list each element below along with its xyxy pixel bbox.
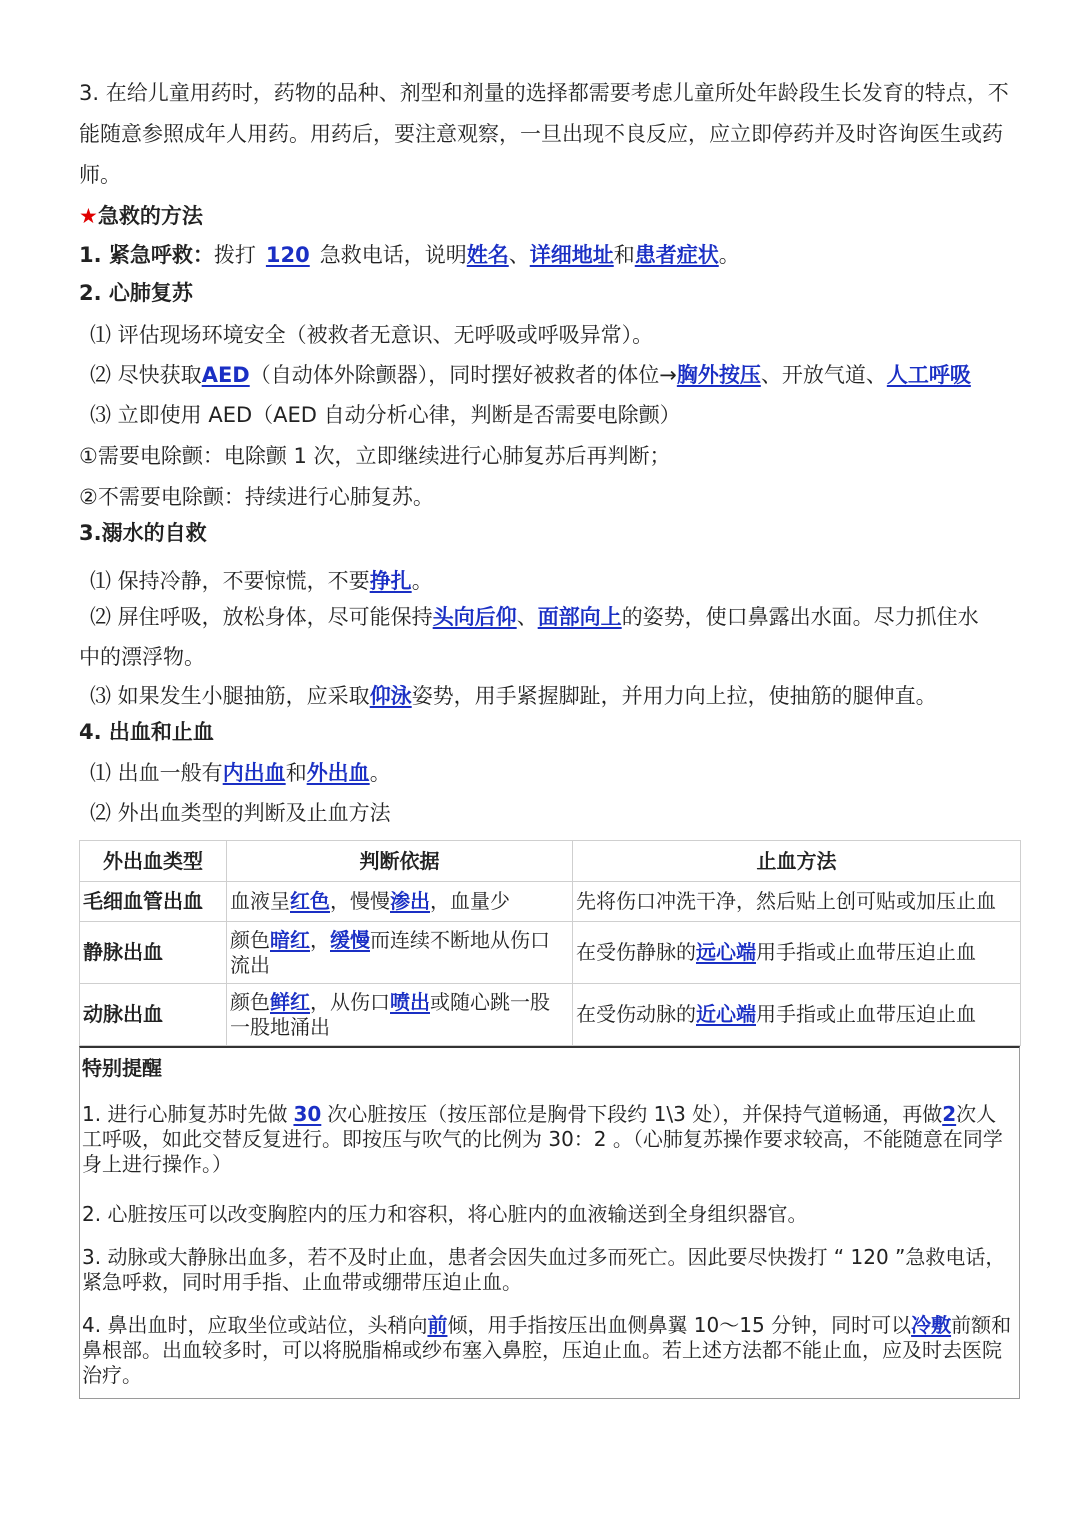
bleed-method	[573, 984, 1021, 1046]
drowning-item-1	[90, 566, 433, 596]
text: 在受伤静脉的	[576, 940, 696, 964]
answer-blank: 外出血	[306, 761, 370, 785]
bleed-judgement	[227, 922, 573, 984]
cpr-item-1: ⑴ 评估现场环境安全（被救者无意识、无呼吸或呼吸异常）。	[90, 323, 654, 347]
bleed-method: 先将伤口冲洗干净，然后贴上创可贴或加压止血	[573, 882, 1021, 922]
reminder-3: 3. 动脉或大静脉出血多，若不及时止血，患者会因失血过多而死亡。因此要尽快拨打 “ 120 ”急救电话，紧急呼救，同时用手指、止血带或绷带压迫止血。	[82, 1245, 1006, 1294]
bleeding-title: 4. 出血和止血	[79, 720, 214, 744]
answer-blank: 冷敷	[911, 1313, 952, 1337]
text: ，从伤口	[310, 989, 390, 1014]
bleed-method	[573, 922, 1021, 984]
answer-blank: 远心端	[696, 940, 756, 964]
answer-blank: 面部向上	[537, 605, 622, 629]
text: 倾，用手指按压出血侧鼻翼 10～15 分钟，同时可以	[447, 1313, 912, 1337]
table-header: 判断依据	[227, 841, 573, 882]
table-row	[80, 882, 1021, 922]
star-icon: ★	[79, 204, 98, 228]
text: ⑵ 尽快获取	[90, 363, 202, 387]
answer-blank: 2	[942, 1102, 957, 1126]
text: 1. 进行心肺复苏时先做	[82, 1102, 288, 1126]
drowning-item-3	[90, 681, 937, 711]
cpr-note-2: ②不需要电除颤：持续进行心肺复苏。	[79, 485, 434, 509]
text: 。	[718, 243, 740, 267]
bleeding-table	[79, 840, 1021, 1046]
text: 。	[369, 761, 391, 785]
text: 和	[613, 243, 635, 267]
text: ，	[310, 927, 330, 952]
text: 。	[411, 569, 433, 593]
table-header-row	[80, 841, 1021, 882]
drowning-item-2-cont: 中的漂浮物。	[79, 645, 205, 669]
bleed-type: 毛细血管出血	[80, 882, 227, 922]
text: 前额和鼻根部。出血较多时，可以将脱脂棉或纱布塞入鼻腔，压迫止血。若上述方法都不能止血，应及时去医院治疗。	[82, 1313, 1012, 1387]
text: 姿势，用手紧握脚趾，并用力向上拉，使抽筋的腿伸直。	[411, 684, 937, 708]
answer-blank: 渗出	[390, 889, 430, 913]
drowning-title: 3.溺水的自救	[79, 521, 207, 545]
text: 和	[285, 761, 307, 785]
reminder-4	[82, 1313, 1015, 1388]
reminder-title: 特别提醒	[82, 1056, 162, 1080]
answer-blank: 120	[265, 243, 310, 267]
answer-blank: 喷出	[390, 989, 430, 1014]
section-title-text: 急救的方法	[97, 204, 203, 228]
drowning-item-2	[90, 602, 979, 632]
text: 4. 鼻出血时，应取坐位或站位，头稍向	[82, 1313, 428, 1337]
answer-blank: 详细地址	[529, 243, 614, 267]
text: 拨打	[213, 243, 256, 267]
answer-blank: 内出血	[222, 761, 286, 785]
bleeding-item-2: ⑵ 外出血类型的判断及止血方法	[90, 801, 391, 825]
intro-line-1: 3. 在给儿童用药时，药物的品种、剂型和剂量的选择都需要考虑儿童所处年龄段生长发育的特点，不	[79, 81, 1009, 105]
reminder-1	[82, 1102, 1015, 1177]
answer-blank: 缓慢	[330, 927, 370, 952]
answer-blank: 患者症状	[634, 243, 719, 267]
text: 而连续不断地从伤口流出	[230, 927, 550, 977]
text: 用手指或止血带压迫止血	[756, 1002, 976, 1026]
text: ，慢慢	[330, 889, 390, 913]
answer-blank: 挣扎	[369, 569, 412, 593]
answer-blank: 人工呼吸	[886, 363, 971, 387]
cpr-item-3: ⑶ 立即使用 AED（AED 自动分析心律，判断是否需要电除颤）	[90, 403, 681, 427]
text: 急救电话，说明	[319, 243, 467, 267]
text: ⑴ 出血一般有	[90, 761, 223, 785]
answer-blank: 姓名	[466, 243, 509, 267]
item-emergency-call	[79, 240, 740, 270]
table-header: 止血方法	[573, 841, 1021, 882]
cpr-note-1: ①需要电除颤：电除颤 1 次，立即继续进行心肺复苏后再判断；	[79, 444, 671, 468]
text: 在受伤动脉的	[576, 1002, 696, 1026]
text: ⑵ 屏住呼吸，放松身体，尽可能保持	[90, 605, 433, 629]
text: 、	[508, 243, 530, 267]
reminder-2: 2. 心脏按压可以改变胸腔内的压力和容积，将心脏内的血液输送到全身组织器官。	[82, 1202, 808, 1226]
bleed-type: 静脉出血	[80, 922, 227, 984]
text: 次人工呼吸，如此交替反复进行。即按压与吹气的比例为 30：2 。（心肺复苏操作要求较高，不能随意在同学身上进行操作。）	[82, 1102, 1003, 1176]
text: （自动体外除颤器），同时摆好被救者的体位→	[249, 363, 677, 387]
bleeding-item-1	[90, 758, 391, 788]
answer-blank: AED	[201, 363, 250, 387]
text: 的姿势，使口鼻露出水面。尽力抓住水	[621, 605, 979, 629]
text: 颜色	[230, 927, 270, 952]
text: 或随心跳一股一股地涌出	[230, 989, 550, 1039]
text: ⑴ 保持冷静，不要惊慌，不要	[90, 569, 370, 593]
text: 次心脏按压（按压部位是胸骨下段约 1\3 处），并保持气道畅通，再做	[327, 1102, 943, 1126]
answer-blank: 鲜红	[270, 989, 310, 1014]
answer-blank: 仰泳	[369, 684, 412, 708]
bleed-type: 动脉出血	[80, 984, 227, 1046]
intro-line-3: 师。	[79, 163, 121, 187]
table-header: 外出血类型	[80, 841, 227, 882]
intro-line-2: 能随意参照成年人用药。用药后，要注意观察，一旦出现不良反应，应立即停药并及时咨询医生或药	[79, 122, 1003, 146]
text: 血液呈	[230, 889, 290, 913]
answer-blank: 近心端	[696, 1002, 756, 1026]
table-row	[80, 984, 1021, 1046]
cpr-item-2	[90, 360, 971, 390]
text: 、开放气道、	[760, 363, 887, 387]
text: ，血量少	[430, 889, 510, 913]
text: 、	[516, 605, 538, 629]
bleed-judgement	[227, 882, 573, 922]
special-reminder-box	[79, 1046, 1020, 1399]
answer-blank: 前	[427, 1313, 448, 1337]
answer-blank: 胸外按压	[676, 363, 761, 387]
bleed-judgement	[227, 984, 573, 1046]
text: 颜色	[230, 989, 270, 1014]
answer-blank: 红色	[290, 889, 330, 913]
answer-blank: 30	[293, 1102, 322, 1126]
text: 用手指或止血带压迫止血	[756, 940, 976, 964]
section-title	[79, 201, 203, 231]
cpr-title: 2. 心肺复苏	[79, 281, 193, 305]
item-label: 1. 紧急呼救：	[79, 243, 214, 267]
table-row	[80, 922, 1021, 984]
answer-blank: 暗红	[270, 927, 310, 952]
text: ⑶ 如果发生小腿抽筋，应采取	[90, 684, 370, 708]
answer-blank: 头向后仰	[432, 605, 517, 629]
